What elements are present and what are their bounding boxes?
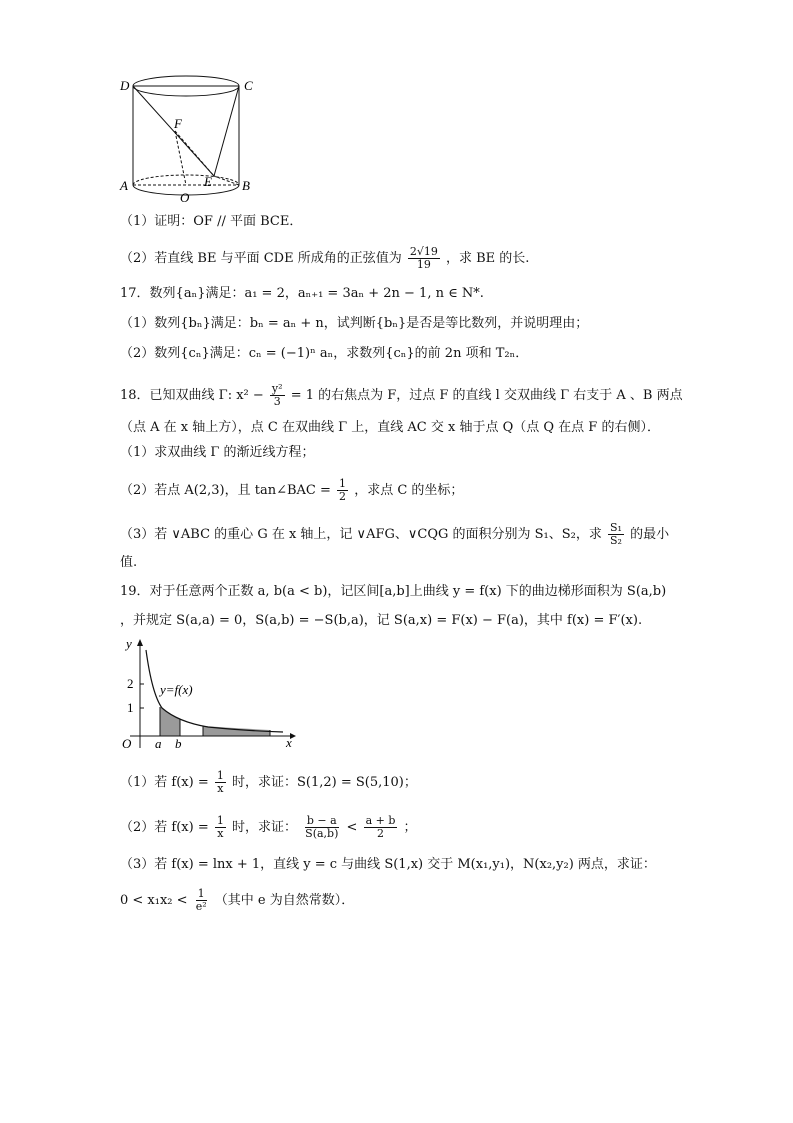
q19-part2-fraction1 xyxy=(215,815,226,840)
label-B: B xyxy=(242,178,250,193)
q19-part3-fraction-num: 1 xyxy=(197,887,205,900)
q19-part2-fraction3 xyxy=(364,815,398,840)
curve-label: y=f(x) xyxy=(160,682,193,697)
q19-part3-text-a: 0 < x₁x₂ < xyxy=(120,893,188,908)
q18-part2-fraction-den: 2 xyxy=(339,490,347,503)
q18-stem-fraction xyxy=(270,383,285,408)
q18-part3-fraction xyxy=(608,522,624,547)
q18-part3-cont: 值. xyxy=(120,555,138,570)
q19-part1-fraction-den: x xyxy=(217,782,224,795)
q18-stem-fraction-num: y² xyxy=(271,382,283,395)
q18-stem-line1 xyxy=(120,383,683,408)
label-C: C xyxy=(244,78,253,93)
shaded-area-ab xyxy=(160,707,180,736)
area-graph-figure xyxy=(118,636,303,751)
tick-label-2: 2 xyxy=(127,676,134,691)
q18-part2-fraction xyxy=(337,478,348,503)
q19-part1-fraction-num: 1 xyxy=(216,769,224,782)
q18-part2-fraction-num: 1 xyxy=(339,477,347,490)
q19-part1-text-b: 时，求证：S(1,2) = S(5,10)； xyxy=(232,775,417,790)
cylinder-figure xyxy=(118,72,268,207)
q17-part2: （2）数列{cₙ}满足：cₙ = (−1)ⁿ aₙ，求数列{cₙ}的前 2n 项和 T₂ₙ． xyxy=(120,346,529,361)
q19-part2-fraction2-den: S(a,b) xyxy=(305,827,339,840)
q19-part2-fraction1-num: 1 xyxy=(216,814,224,827)
q16-fraction-den: 19 xyxy=(416,258,431,271)
q19-part2-text-b: 时，求证： xyxy=(232,820,298,835)
q16-part2-text-b: ，求 BE 的长. xyxy=(446,251,530,266)
tick-label-1: 1 xyxy=(127,700,134,715)
a-label: a xyxy=(155,736,162,751)
q16-fraction-num: 2√19 xyxy=(409,245,438,258)
q16-part1: （1）证明：OF // 平面 BCE． xyxy=(120,214,303,229)
q19-part2-fraction1-den: x xyxy=(217,827,224,840)
q19-part2-fraction2-num: b − a xyxy=(306,814,337,827)
q18-part3-fraction-num: S₁ xyxy=(610,521,622,534)
label-F: F xyxy=(174,116,182,131)
label-E: E xyxy=(204,174,212,189)
q18-stem-text-a: 18．已知双曲线 Γ: x² − xyxy=(120,388,264,403)
q18-part1: （1）求双曲线 Γ 的渐近线方程； xyxy=(120,445,315,460)
q19-part3-fraction xyxy=(194,888,209,913)
q16-part2 xyxy=(120,246,529,271)
q18-stem-fraction-den: 3 xyxy=(273,395,281,408)
q19-part3-fraction-den: e² xyxy=(195,900,207,913)
q18-stem-line2: （点 A 在 x 轴上方），点 C 在双曲线 Γ 上，直线 AC 交 x 轴于点 Q（点 Q 在点 F 的右侧）． xyxy=(120,420,660,435)
q19-stem-line2: ，并规定 S(a,a) = 0，S(a,b) = −S(b,a)，记 S(a,x) = F(x) − F(a)，其中 f(x) = F′(x). xyxy=(120,613,643,628)
q18-part2 xyxy=(120,478,463,503)
label-O: O xyxy=(180,190,190,205)
q18-part3 xyxy=(120,522,669,547)
q19-part2-text-a: （2）若 f(x) = xyxy=(120,820,209,835)
q17-part1: （1）数列{bₙ}满足：bₙ = aₙ + n，试判断{bₙ}是否是等比数列，并说明理由； xyxy=(120,316,589,331)
q17-stem: 17．数列{aₙ}满足：a₁ = 2，aₙ₊₁ = 3aₙ + 2n − 1, n ∈ N*. xyxy=(120,286,484,301)
q18-stem-text-b: = 1 的右焦点为 F，过点 F 的直线 l 交双曲线 Γ 右支于 A 、B 两点 xyxy=(290,388,683,403)
y-axis-label: y xyxy=(126,636,132,651)
q19-part3-cont xyxy=(120,888,354,913)
q18-part2-text-b: ，求点 C 的坐标； xyxy=(354,483,464,498)
q19-part2-fraction2 xyxy=(303,815,340,840)
q19-part1 xyxy=(120,770,417,795)
label-A: A xyxy=(120,178,128,193)
q18-part3-text-b: 的最小 xyxy=(630,527,670,542)
label-D: D xyxy=(120,78,130,93)
q19-part2 xyxy=(120,815,417,840)
q19-part1-fraction xyxy=(215,770,226,795)
q19-part1-text-a: （1）若 f(x) = xyxy=(120,775,209,790)
q19-stem-line1: 19．对于任意两个正数 a, b(a < b)，记区间[a,b]上曲线 y = f(x) 下的曲边梯形面积为 S(a,b) xyxy=(120,584,667,599)
b-label: b xyxy=(175,736,182,751)
q19-part2-text-d: ； xyxy=(403,820,417,835)
q19-part2-fraction3-den: 2 xyxy=(376,827,384,840)
q18-part3-text-a: （3）若 ∨ABC 的重心 G 在 x 轴上，记 ∨AFG、∨CQG 的面积分别为 S₁、S₂，求 xyxy=(120,527,602,542)
q19-part3: （3）若 f(x) = lnx + 1，直线 y = c 与曲线 S(1,x) 交于 M(x₁,y₁)，N(x₂,y₂) 两点，求证： xyxy=(120,857,656,872)
q16-fraction xyxy=(408,246,440,271)
q18-part3-fraction-den: S₂ xyxy=(610,534,622,547)
q19-part3-text-b: （其中 e 为自然常数）． xyxy=(214,893,355,908)
q16-part2-text-a: （2）若直线 BE 与平面 CDE 所成角的正弦值为 xyxy=(120,251,402,266)
q18-part2-text-a: （2）若点 A(2,3)，且 tan∠BAC = xyxy=(120,483,331,498)
q19-part2-text-c: < xyxy=(346,820,358,835)
x-axis-label: x xyxy=(286,735,292,750)
q19-part2-fraction3-num: a + b xyxy=(365,814,396,827)
origin-label: O xyxy=(122,736,132,751)
